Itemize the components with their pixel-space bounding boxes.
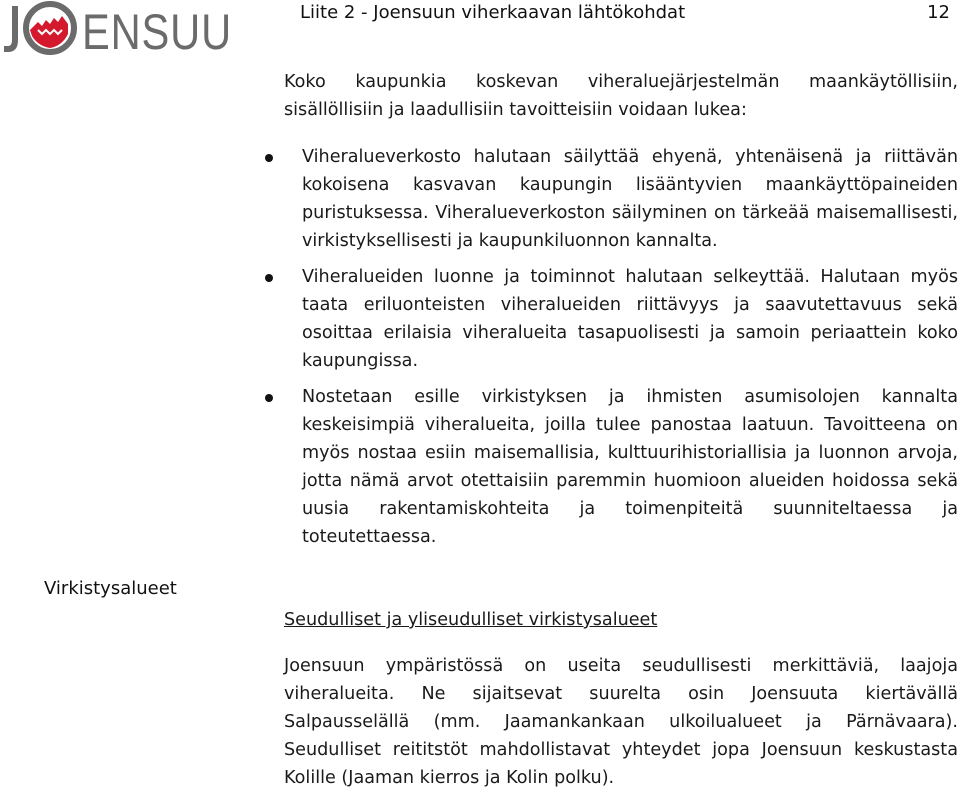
regional-paragraph: Joensuun ympäristössä on useita seudullisesti merkittäviä, laajoja viheralueita. Ne sijaitsevat suurelta osin Joensuuta kiertävällä Salpausselällä (mm. Jaamankankaan ulkoilualueet ja Pärnävaara). Seudulliset reititstöt mahdollistavat yhteydet jopa Joensuun keskustasta Kolille (Jaaman kierros ja Kolin polku). — [284, 656, 958, 788]
page-header-title: Liite 2 - Joensuun viherkaavan lähtökohdat — [300, 2, 686, 23]
list-item — [262, 383, 958, 551]
joensuu-logo — [2, 0, 234, 60]
list-item — [262, 263, 958, 375]
page-number: 12 — [927, 2, 950, 23]
goals-list — [262, 143, 958, 559]
list-item — [262, 143, 958, 255]
bullet-icon — [265, 394, 273, 402]
bullet-icon — [265, 154, 273, 162]
section-heading: Seudulliset ja yliseudulliset virkistysalueet — [284, 610, 658, 630]
section-side-label: Virkistysalueet — [44, 578, 177, 599]
list-item-text: Viheralueiden luonne ja toiminnot halutaan selkeyttää. Halutaan myös taata eriluonteisten viheralueiden riittävyys ja saavutettavuus sekä osoittaa erilaisia viheralueita tasapuolisesti ja samoin periaattein koko kaupungissa. — [302, 267, 958, 371]
svg-text:ENSUU: ENSUU — [82, 4, 232, 60]
list-item-text: Viheralueverkosto halutaan säilyttää ehyenä, yhtenäisenä ja riittävän kokoisena kasvavan kaupungin lisääntyvien maankäyttöpaineiden puristuksessa. Viheralueverkoston säilyminen on tärkeää maisemallisesti, virkistyksellisesti ja kaupunkiluonnon kannalta. — [302, 147, 958, 251]
list-item-text: Nostetaan esille virkistyksen ja ihmisten asumisolojen kannalta keskeisimpiä viheralueita, joilla tulee panostaa laatuun. Tavoitteena on myös nostaa esiin maisemallisia, kulttuurihistoriallisia ja luonnon arvoja, jotta nämä arvot otettaisiin paremmin huomioon alueiden hoidossa sekä uusia rakentamiskohteita ja toimenpiteitä suunniteltaessa ja toteutettaessa. — [302, 387, 958, 547]
joensuu-emblem-icon — [30, 16, 68, 48]
bullet-icon — [265, 274, 273, 282]
intro-paragraph: Koko kaupunkia koskevan viheraluejärjestelmän maankäytöllisiin, sisällöllisiin ja laadullisiin tavoitteisiin voidaan lukea: — [284, 72, 958, 120]
